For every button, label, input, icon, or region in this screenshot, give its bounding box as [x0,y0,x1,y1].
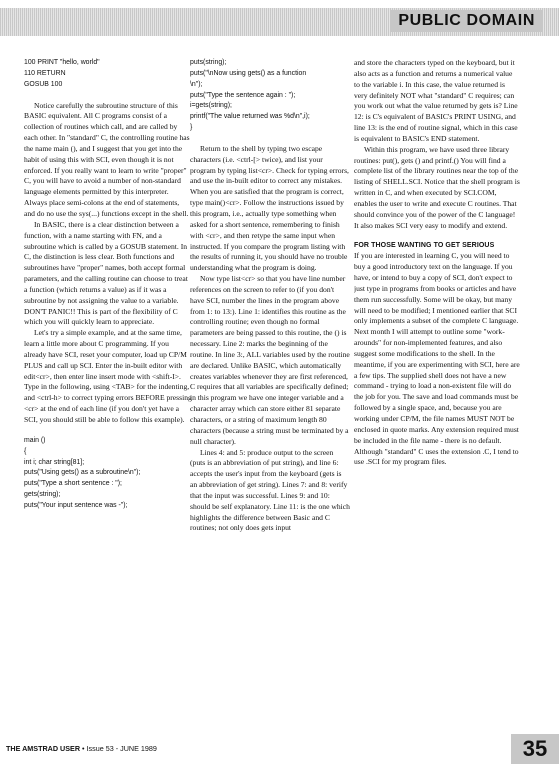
body-paragraph: Notice carefully the subroutine structure of this BASIC equivalent. All C programs consist of a collection of routines which call, and are called by each other. In "standard" C, the controlling routine has the name main (), and I suggest that you get into the habit of using this with SCI, even though it is not enforced. If you really want to learn to write "proper" C, you will have to avoid a number of non-standard language elements permitted by this interpreter. Always place semi-colons at the end of statements, and do no use the sys(...) functions except in the shell. [24,100,190,218]
body-paragraph: Let's try a simple example, and at the same time, learn a little more about C programming. If you already have SCI, reset your computer, load up CP/M PLUS and call up SCI. Enter the in-built editor with edit<cr>, then enter line insert mode with <shift-I>. Type in the following, using <TAB> for the indenting, and <ctrl-h> to correct typing errors BEFORE pressing <cr> at the end of each line (if you don't yet have a SCI, you should still be able to follow this example). [24,328,192,424]
page-footer [6,744,157,753]
code-line: main () [24,436,46,444]
code-line: \n"); [190,80,203,88]
body-paragraph: Lines 4: and 5: produce output to the screen (puts is an abbreviation of put string), and line 6: accepts the user's input from the keyboard (gets is an abbreviation of get string). Lines 7: and 8: verify that the input was successful. Lines 9: and 10: should be self explanatory. Line 11: is the one which highlights the difference between Basic and C routines; not only does gets input [190,447,350,533]
section-heading: FOR THOSE WANTING TO GET SERIOUS [354,241,495,249]
article-column-2 [190,58,350,534]
body-paragraph: and store the characters typed on the keyboard, but it also acts as a function and returns a numerical value to the variable i. In this case, the value returned is very definitely NOT what "standard" C requires; can you work out what the value returned by gets is? Line 12: is C's equivalent of BASIC's PRINT USING, and line 13: is the end of routine signal, which in this case is equivalent to BASIC's END statement. [354,58,518,143]
code-line: puts("Using gets() as a subroutine\n"); [24,469,141,477]
code-line: int i; char string[81]; [24,458,85,466]
code-line: gets(string); [24,491,61,499]
section-banner [0,8,559,36]
issue-info: Issue 53 - JUNE 1989 [86,744,157,753]
article-column-1 [24,58,192,512]
code-line: { [24,447,27,455]
article-column-3 [354,58,520,468]
code-line: puts("Your input sentence was -"); [24,501,128,509]
footer-separator: • [82,744,85,753]
body-paragraph: In BASIC, there is a clear distinction between a function, with a name starting with FN, and a subroutine which is called by a GOSUB statement. In C, the distinction is less clear. Both functions and subroutines have "proper" names, both accept formal parameters, and the calling routine can choose to treat a function (which returns a value) as if it was a subroutine by not assigning the value to a variable. DON'T PANIC!! This is part of the flexibility of C which you will quickly learn to appreciate. [24,219,188,327]
code-line: 100 PRINT "hello, world" [24,59,100,66]
code-line: puts(string); [190,59,227,66]
code-line: i=gets(string); [190,102,232,110]
body-paragraph: If you are interested in learning C, you will need to buy a good introductory text on the language. If you have, or intend to buy a copy of SCI, don't expect to just type in programs from books or articles and have them run successfully. Some will be okay, but many will need to be modified; I mentioned earlier that SCI only implements a subset of the complete C language. Next month I will attempt to outline some "work-arounds" for non-implemented features, and also suggest some modifications to the shell. In the meantime, if you are experimenting with SCI, here are a few tips. The supplied shell does not have a new command - trying to load a non-existent file will do the job for you. The save and load commands must be followed by a single space, and, because you are working under CP/M, the file names MUST NOT be enclosed in quote marks. Any extension required must be included in the file name - there is no default. Although "standard" C uses the extension .C, I tend to use .SCI for my program files. [354,251,520,467]
code-line: puts("\nNow using gets() as a function [190,69,307,77]
body-paragraph: Now type list<cr> so that you have line number references on the screen to refer to (if you don't have SCI, number the lines in the program above from 1: to 13:). Line 1: identifies this routine as the controlling routine; even though no formal parameters are being passed to this routine, the () is necessary. Line 2: marks the beginning of the routine. In line 3:, ALL variables used by the routine are declared. Unlike BASIC, which automatically creates variables whenever they are first referenced, C requires that all variables are specifically defined; in this program we have one integer variable and a character array which can store either 81 separate characters, or a string of maximum length 80 characters (because a string must be terminated by a null character). [190,274,350,446]
code-line: } [190,124,193,132]
magazine-name: THE AMSTRAD USER [6,744,81,753]
section-title: PUBLIC DOMAIN [390,10,543,32]
code-line: printf("The value returned was %d\n",i); [190,113,310,121]
code-line: puts("Type a short sentence : "); [24,480,122,488]
body-paragraph: Within this program, we have used three library routines: put(), gets () and printf.() You will find a complete list of the library routines near the top of the listing of SHELL.SCI. Notice that the shell program is written in C, and when executed by SCI.COM, enables the user to write and execute C routines. That should convince you of the power of the C language! It also makes SCI very easy to modify and extend. [354,144,520,230]
code-line: puts("Type the sentence again : "); [190,91,296,99]
page-number: 35 [511,734,559,764]
body-paragraph: Return to the shell by typing two escape characters (i.e. <ctrl-[> twice), and list your program by typing list<cr>. Check for typing errors, and use the in-built editor to correct any mistakes. When you are satisfied that the program is correct, type main()<cr>. Follow the instructions issued by this program, i.e., actually type something when asked for a short sentence, remembering to finish with <cr>, and then retype the same input when instructed. If you compare the program listing with the results of running it, you should have no trouble understanding what the program is doing. [190,143,349,273]
code-line: GOSUB 100 [24,80,63,88]
code-line: 110 RETURN [24,69,66,77]
